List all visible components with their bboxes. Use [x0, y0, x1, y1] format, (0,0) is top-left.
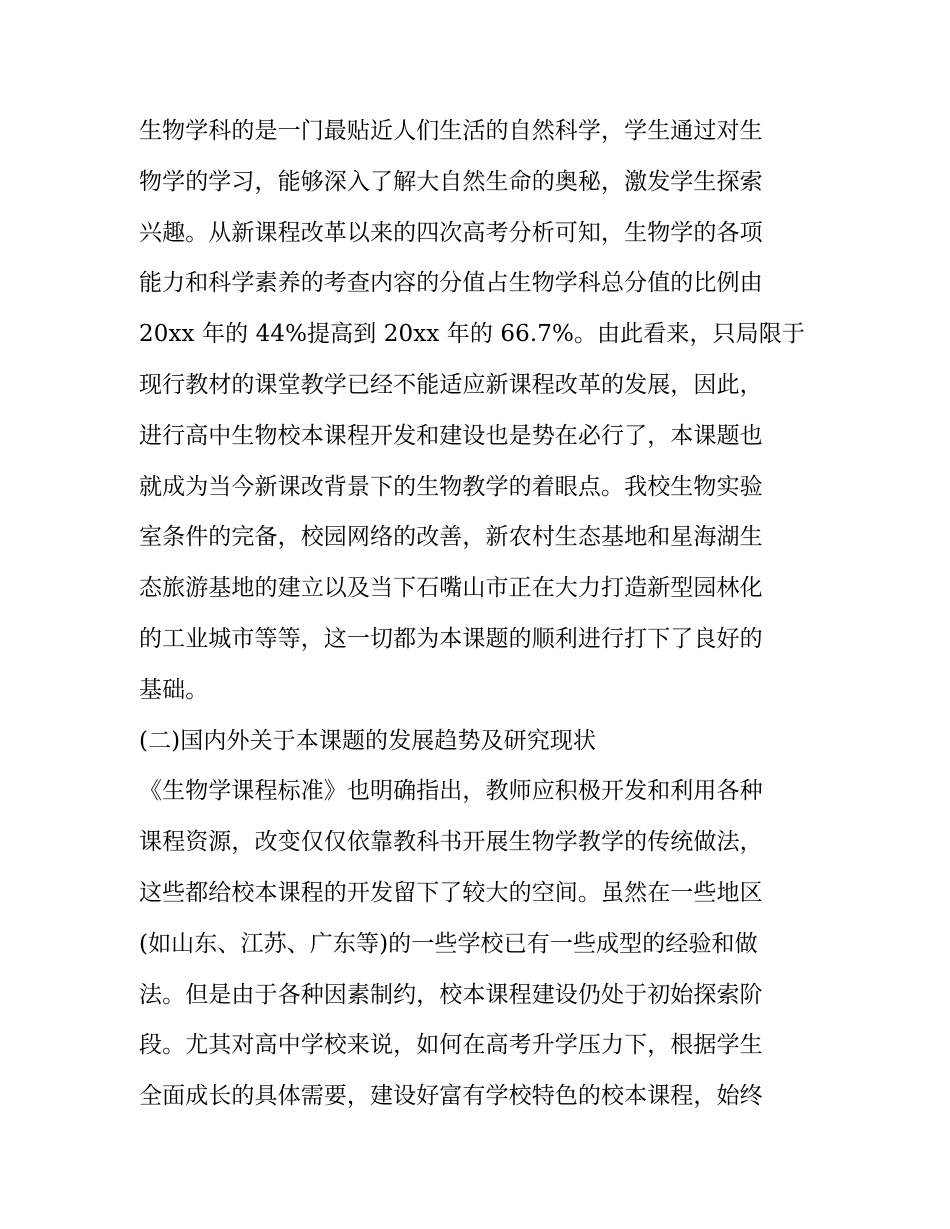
section-heading: (二)国内外关于本课题的发展趋势及研究现状	[139, 727, 597, 754]
text-line: 就成为当今新课改背景下的生物教学的着眼点。我校生物实验	[139, 473, 763, 500]
text-line: 的工业城市等等，这一切都为本课题的顺利进行打下了良好的	[139, 625, 763, 652]
text-line: (如山东、江苏、广东等)的一些学校已有一些成型的经验和做	[139, 930, 758, 957]
text-line: 生物学科的是一门最贴近人们生活的自然科学，学生通过对生	[139, 118, 763, 144]
text-line: 进行高中生物校本课程开发和建设也是势在必行了，本课题也	[139, 422, 763, 449]
text-line: 法。但是由于各种因素制约，校本课程建设仍处于初始探索阶	[139, 981, 763, 1008]
text-line: 兴趣。从新课程改革以来的四次高考分析可知，生物学的各项	[139, 219, 763, 246]
text-line: 这些都给校本课程的开发留下了较大的空间。虽然在一些地区	[139, 879, 763, 906]
document-page	[139, 106, 811, 1122]
text-line: 能力和科学素养的考查内容的分值占生物学科总分值的比例由	[139, 270, 763, 297]
text-line: 段。尤其对高中学校来说，如何在高考升学压力下，根据学生	[139, 1032, 763, 1059]
text-line: 课程资源，改变仅仅依靠教科书开展生物学教学的传统做法，	[139, 829, 763, 856]
text-line: 20xx 年的 44%提高到 20xx 年的 66.7%。由此看来，只局限于	[139, 321, 805, 348]
text-line: 基础。	[139, 676, 209, 703]
text-line: 现行教材的课堂教学已经不能适应新课程改革的发展，因此，	[139, 371, 763, 398]
text-line: 态旅游基地的建立以及当下石嘴山市正在大力打造新型园林化	[139, 575, 763, 602]
text-line: 物学的学习，能够深入了解大自然生命的奥秘，激发学生探索	[139, 168, 763, 195]
text-line: 室条件的完备，校园网络的改善，新农村生态基地和星海湖生	[139, 524, 763, 551]
text-line: 全面成长的具体需要，建设好富有学校特色的校本课程，始终	[139, 1083, 763, 1110]
text-line: 《生物学课程标准》也明确指出，教师应积极开发和利用各种	[139, 778, 763, 805]
